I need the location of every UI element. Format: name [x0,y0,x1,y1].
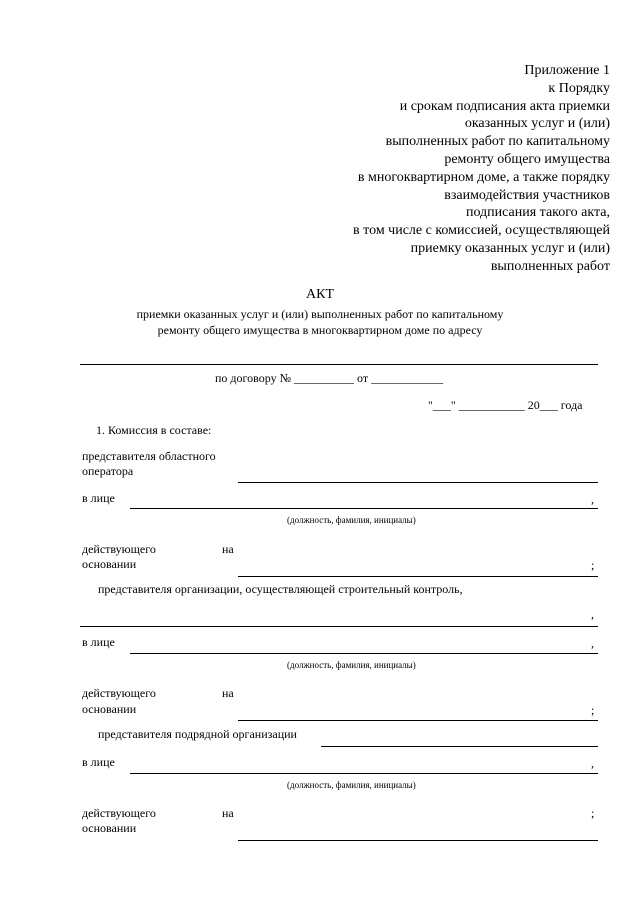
comma: , [591,492,594,506]
acting-label-basis: основании [82,557,137,571]
appendix-line: взаимодействия участников [444,187,610,203]
act-subtitle-line: приемки оказанных услуг и (или) выполненных работ по капитальному [136,307,504,321]
appendix-line: выполненных работ [490,258,610,274]
appendix-line: в том числе с комиссией, осуществляющей [353,223,610,239]
control-basis-field-line[interactable] [238,720,598,721]
acting-label: действующего [82,806,156,820]
operator-label: представителя областного [82,449,216,463]
appendix-line: Приложение 1 [524,63,610,78]
position-hint: (должность, фамилия, инициалы) [287,780,416,790]
appendix-block [353,62,610,276]
semicolon: ; [591,806,595,820]
appendix-line: приемку оказанных услуг и (или) [410,240,610,256]
contract-date-text[interactable]: "___" ___________ 20___ года [428,398,583,412]
semicolon: ; [591,558,595,572]
control-person-field-line[interactable] [130,653,598,654]
comma: , [591,756,594,770]
construction-control-field-line[interactable] [80,626,598,627]
represented-by-label: в лице [82,635,115,649]
appendix-line: ремонту общего имущества [444,151,610,167]
acting-label: действующего [82,542,156,556]
appendix-line: и срокам подписания акта приемки [399,98,610,114]
contractor-label: представителя подрядной организации [98,727,297,741]
appendix-line: в многоквартирном доме, а также порядку [357,169,610,185]
appendix-line: оказанных услуг и (или) [464,116,610,132]
act-subtitle-line: ремонту общего имущества в многоквартирном доме по адресу [157,323,483,337]
acting-label-basis: основании [82,702,137,716]
appendix-line: выполненных работ по капитальному [385,134,610,150]
appendix-line: к Порядку [548,80,610,96]
position-hint: (должность, фамилия, инициалы) [287,660,416,670]
address-field-line[interactable] [80,364,598,365]
acting-label: действующего [82,686,156,700]
acting-label-na: на [222,686,234,700]
operator-person-field-line[interactable] [130,508,598,509]
comma: , [591,636,594,650]
contractor-basis-field-line[interactable] [238,840,598,841]
represented-by-label: в лице [82,755,115,769]
operator-basis-field-line[interactable] [238,576,598,577]
acting-label-na: на [222,542,234,556]
act-title: АКТ [306,287,334,302]
contract-number-text[interactable]: по договору № __________ от ____________ [215,371,444,385]
acting-label-na: на [222,806,234,820]
semicolon: ; [591,703,595,717]
operator-label-cont: оператора [82,464,134,478]
comma: , [591,607,594,621]
commission-heading: 1. Комиссия в составе: [96,423,212,437]
represented-by-label: в лице [82,491,115,505]
contractor-person-field-line[interactable] [130,773,598,774]
act-subtitle [0,306,640,338]
operator-field-line[interactable] [238,482,598,483]
construction-control-label: представителя организации, осуществляющей строительный контроль, [98,582,463,596]
acting-label-basis: основании [82,821,137,835]
position-hint: (должность, фамилия, инициалы) [287,515,416,525]
contractor-field-line[interactable] [321,746,598,747]
appendix-line: подписания такого акта, [465,205,610,221]
